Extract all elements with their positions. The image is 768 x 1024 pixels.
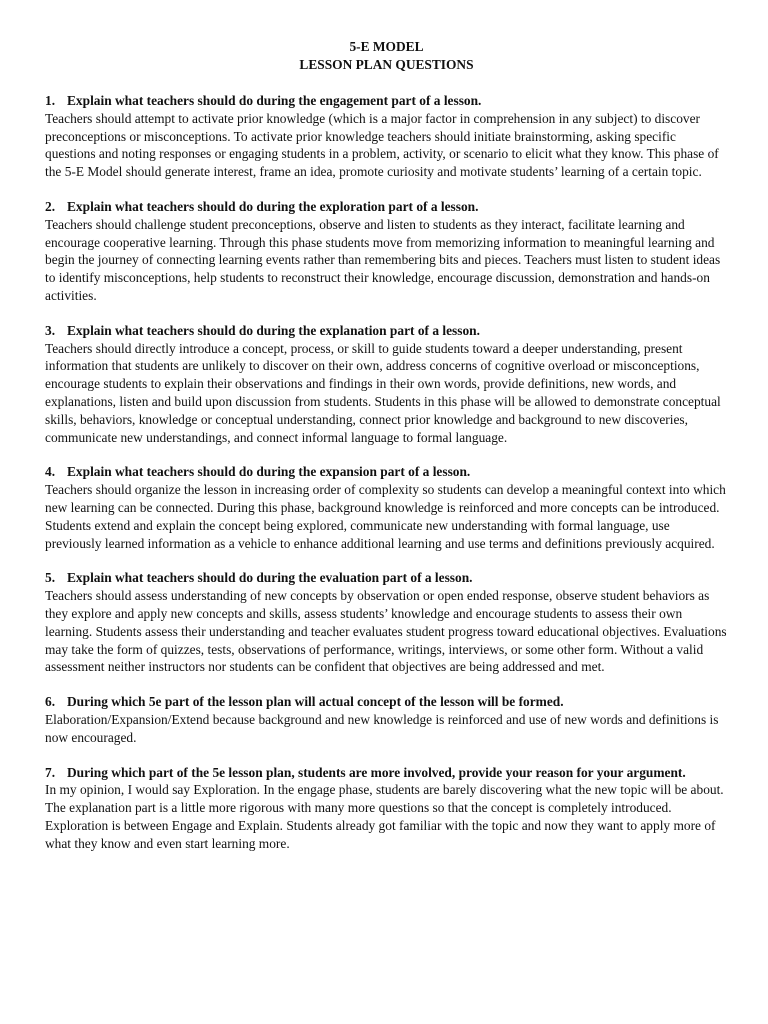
question-number: 5. xyxy=(45,570,56,586)
answer-text: Teachers should attempt to activate prior knowledge (which is a major factor in comprehension in any subject) to discover preconceptions or misconceptions. To activate prior knowledge teachers should initiate brainstorming, asking specific questions and noting responses or engaging students in a problem, activity, or scenario to elicit what they know. This phase of the 5-E Model should generate interest, frame an idea, promote curiosity and motivate students’ learning of a certain topic. xyxy=(45,110,719,180)
question-heading xyxy=(45,198,728,216)
question-number: 2. xyxy=(45,198,56,214)
question-text: Explain what teachers should do during the explanation part of a lesson. xyxy=(67,322,480,338)
question-text: Explain what teachers should do during the evaluation part of a lesson. xyxy=(67,570,473,586)
answer-text: Teachers should directly introduce a concept, process, or skill to guide students toward a deeper understanding, present information that students are unlikely to discover on their own, address concerns of cognitive overload or misconceptions, encourage students to explain their observations and findings in their own words, provide definitions, new words, and explanations, listen and build upon discussion from students. Students in this phase will be allowed to demonstrate conceptual skills, behaviors, knowledge or conceptual understanding, connect prior knowledge and background to new discoveries, communicate new understandings, and connect informal language to formal language. xyxy=(45,340,721,445)
question-number: 4. xyxy=(45,464,56,480)
question-text: Explain what teachers should do during the engagement part of a lesson. xyxy=(67,93,482,108)
question-block-7 xyxy=(45,764,728,853)
question-block-2 xyxy=(45,198,728,305)
question-heading xyxy=(45,569,728,587)
question-block-4 xyxy=(45,463,728,552)
question-block-5 xyxy=(45,569,728,676)
question-text: During which 5e part of the lesson plan will actual concept of the lesson will be formed. xyxy=(67,694,564,710)
question-heading xyxy=(45,764,728,782)
question-block-1 xyxy=(45,92,728,181)
question-heading xyxy=(45,693,728,711)
answer-text: Elaboration/Expansion/Extend because background and new knowledge is reinforced and use of new words and definitions is now encouraged. xyxy=(45,711,719,745)
answer-text: Teachers should challenge student preconceptions, observe and listen to students as they interact, facilitate learning and encourage cooperative learning. Through this phase students move from memorizing information to meaningful learning and begin the journey of connecting learning events rather than remembering bits and pieces. Teachers must listen to student ideas to identify misconceptions, help students to reconstruct their knowledge, encourage discussion, demonstration and hands-on activities. xyxy=(45,216,721,303)
question-block-3 xyxy=(45,322,728,447)
question-text: Explain what teachers should do during the expansion part of a lesson. xyxy=(67,464,471,480)
answer-text: In my opinion, I would say Exploration. In the engage phase, students are barely discovering what the new topic will be about. The explanation part is a little more rigorous with many more questions so that the concept is completely introduced. Exploration is between Engage and Explain. Students already got familiar with the topic and now they want to apply more of what they know and even start learning more. xyxy=(45,782,724,851)
question-number: 6. xyxy=(45,694,56,710)
title-line-1: 5-E MODEL xyxy=(349,39,424,54)
answer-text: Teachers should assess understanding of new concepts by observation or open ended response, observe student behaviors as they explore and apply new concepts and skills, assess students’ knowledge and encourage students to assess their own learning. Students assess their understanding and teacher evaluates student progress toward educational objectives. Evaluations may take the form of quizzes, tests, observations of performance, writings, interviews, or some other form. Without a valid assessment neither instructors nor students can be confident that objectives are being addressed and met. xyxy=(45,588,727,675)
question-number: 1. xyxy=(45,93,56,108)
answer-text: Teachers should organize the lesson in increasing order of complexity so students can develop a meaningful context into which new learning can be connected. During this phase, background knowledge is reinforced and more concepts can be introduced. Students extend and explain the concept being explored, communicate new understanding with formal language, use previously learned information as a vehicle to enhance additional learning and use terms and definitions previously acquired. xyxy=(45,482,726,551)
question-number: 7. xyxy=(45,764,56,780)
question-text: During which part of the 5e lesson plan, students are more involved, provide your reason for your argument. xyxy=(67,764,686,780)
question-heading xyxy=(45,463,728,481)
page-title xyxy=(45,38,728,74)
question-heading xyxy=(45,92,728,110)
question-heading xyxy=(45,322,728,340)
question-block-6 xyxy=(45,693,728,746)
question-number: 3. xyxy=(45,322,56,338)
question-text: Explain what teachers should do during the exploration part of a lesson. xyxy=(67,198,479,214)
title-line-2: LESSON PLAN QUESTIONS xyxy=(299,57,474,72)
